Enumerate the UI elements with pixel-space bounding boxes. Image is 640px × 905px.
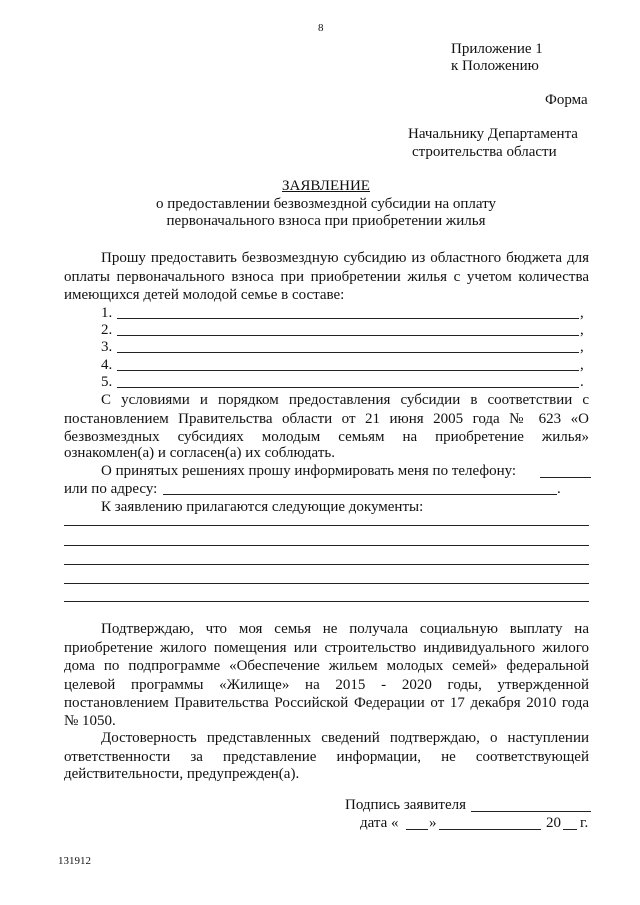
reliability-line-3: действительности, предупрежден(а). xyxy=(64,766,300,782)
request-line-3: имеющихся детей молодой семье в составе: xyxy=(64,287,345,303)
confirm-line-3: дома по подпрограмме «Обеспечение жильем молодых семей» федеральной xyxy=(64,658,589,675)
appendix-line-1: Приложение 1 xyxy=(451,41,543,57)
conditions-line-1: С условиями и порядком предоставления субсидии в соответствии с xyxy=(101,392,589,408)
conditions-line-2: постановлением Правительства области от 21 июня 2005 года № 623 «О xyxy=(64,410,589,427)
date-close-quote: » xyxy=(429,815,437,831)
phone-blank[interactable] xyxy=(540,477,591,478)
documents-blank-5[interactable] xyxy=(64,601,589,602)
request-line-2: оплаты первоначального взноса при приобретении жилья с учетом количества xyxy=(64,268,589,285)
family-item-end-1: , xyxy=(580,305,584,321)
family-item-blank-5[interactable] xyxy=(117,387,579,388)
reliability-paragraph xyxy=(64,729,589,766)
address-end: . xyxy=(557,481,561,497)
documents-blank-4[interactable] xyxy=(64,583,589,584)
appendix-line-2: к Положению xyxy=(451,58,539,74)
confirm-line-5: постановлением Правительства Российской Федерации от 17 декабря 2010 года xyxy=(64,695,589,712)
address-label: или по адресу: xyxy=(64,481,158,497)
date-day-blank[interactable] xyxy=(406,829,428,830)
date-month-blank[interactable] xyxy=(439,829,541,830)
date-year-suffix: г. xyxy=(580,815,589,831)
title-subline-1: о предоставлении безвозмездной субсидии на оплату xyxy=(155,196,497,212)
date-year-blank[interactable] xyxy=(563,829,577,830)
family-item-num-3: 3. xyxy=(101,339,113,355)
documents-blank-2[interactable] xyxy=(64,545,589,546)
family-item-num-2: 2. xyxy=(101,322,113,338)
conditions-line-4: ознакомлен(а) и согласен(а) их соблюдать. xyxy=(64,445,335,461)
request-line-1: Прошу предоставить безвозмездную субсидию из областного бюджета для xyxy=(101,250,589,266)
family-item-blank-3[interactable] xyxy=(117,352,579,353)
documents-label: К заявлению прилагаются следующие документы: xyxy=(101,499,424,515)
form-label: Форма xyxy=(545,92,588,108)
confirm-line-4: целевой программы «Жилище» на 2015 - 2020 годы, утвержденной xyxy=(64,676,589,693)
footer-code: 131912 xyxy=(58,855,91,867)
date-label: дата « xyxy=(360,815,399,831)
family-item-end-2: , xyxy=(580,322,584,338)
reliability-line-2: ответственности за представление информации, не соответствующей xyxy=(64,748,589,765)
request-paragraph xyxy=(64,249,589,286)
confirm-line-1: Подтверждаю, что моя семья не получала социальную выплату на xyxy=(101,621,589,637)
family-item-end-5: . xyxy=(580,374,584,390)
family-item-blank-1[interactable] xyxy=(117,318,579,319)
phone-label: О принятых решениях прошу информировать меня по телефону: xyxy=(101,463,517,479)
documents-blank-1[interactable] xyxy=(64,525,589,526)
address-blank[interactable] xyxy=(163,494,557,495)
family-item-num-4: 4. xyxy=(101,357,113,373)
title-subline-2: первоначального взноса при приобретении жилья xyxy=(166,213,486,229)
confirm-line-2: приобретение жилого помещения или строительство индивидуального жилого xyxy=(64,639,589,656)
signature-label: Подпись заявителя xyxy=(345,797,467,813)
confirm-paragraph xyxy=(64,620,589,713)
family-item-end-4: , xyxy=(580,357,584,373)
signature-blank[interactable] xyxy=(471,811,591,812)
page-number: 8 xyxy=(318,22,324,34)
conditions-line-3: безвозмездных субсидиях молодым семьям на приобретение жилья» xyxy=(64,429,589,446)
family-item-num-5: 5. xyxy=(101,374,113,390)
family-item-end-3: , xyxy=(580,339,584,355)
document-title: ЗАЯВЛЕНИЕ xyxy=(282,178,370,194)
date-year-prefix: 20 xyxy=(546,815,561,831)
confirm-line-6: № 1050. xyxy=(64,713,116,729)
documents-blank-3[interactable] xyxy=(64,564,589,565)
conditions-paragraph xyxy=(64,391,589,447)
addressee-line-1: Начальнику Департамента xyxy=(408,126,578,142)
family-item-blank-2[interactable] xyxy=(117,335,579,336)
family-item-num-1: 1. xyxy=(101,305,113,321)
family-item-blank-4[interactable] xyxy=(117,370,579,371)
reliability-line-1: Достоверность представленных сведений подтверждаю, о наступлении xyxy=(101,730,589,746)
addressee-line-2: строительства области xyxy=(412,144,557,160)
